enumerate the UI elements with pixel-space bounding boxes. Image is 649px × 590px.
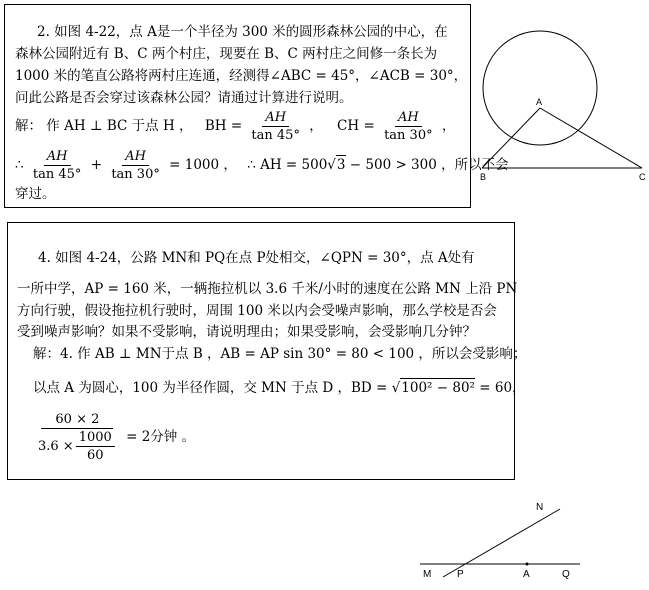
bh-fraction-den: tan 45° xyxy=(251,128,300,143)
problem-2-line-4: 受到噪声影响？如果不受影响，请说明理由；如果受影响，会受影响几分钟？ xyxy=(17,324,476,340)
figure-intersecting-roads xyxy=(415,495,595,590)
equals-1000: = 1000 ， xyxy=(169,157,237,173)
sum-fraction-2-num: AH xyxy=(122,148,149,166)
time-fraction-num: 60 × 2 xyxy=(41,411,113,429)
inner-fraction xyxy=(76,429,115,464)
problem-1-line-2: 森林公园附近有 B、C 两个村庄，现要在 B、C 两村庄之间修一条长为 xyxy=(15,46,438,62)
time-fraction xyxy=(35,411,120,464)
bh-fraction xyxy=(248,109,303,144)
label-b: B xyxy=(480,172,487,182)
inner-fraction-den: 60 xyxy=(86,448,104,463)
ch-fraction-num: AH xyxy=(395,109,422,127)
plus-sign: + xyxy=(90,157,103,173)
road-pn xyxy=(443,509,560,577)
solution-2-line-2: 以点 A 为圆心，100 为半径作圆，交 MN 于点 D ，BD = √100² − 80² = 60， xyxy=(33,380,526,396)
time-fraction-den xyxy=(35,429,120,464)
bh-label: BH = xyxy=(204,118,243,134)
sum-fraction-1-num: AH xyxy=(44,148,71,166)
label-a: A xyxy=(536,97,543,107)
label-q: Q xyxy=(562,569,570,580)
ah-tail: − 500 > 300 ，所以不会 xyxy=(349,157,509,173)
sqrt-3: 3 xyxy=(336,157,346,173)
figure-circle-triangle xyxy=(472,20,649,185)
label-n: N xyxy=(536,502,544,513)
circle-statement: 以点 A 为圆心，100 为半径作圆，交 MN 于点 D ，BD = xyxy=(33,380,388,396)
problem-2-box xyxy=(7,222,527,480)
therefore-symbol: ∴ xyxy=(15,157,24,173)
solution-2-line-3 xyxy=(33,411,195,464)
sum-fraction-2-den: tan 30° xyxy=(111,167,160,182)
problem-1-line-3: 1000 米的笔直公路将两村庄连通，经测得∠ABC = 45°，∠ACB = 30°， xyxy=(15,68,468,84)
solution-1-line-3: 穿过。 xyxy=(15,186,56,202)
problem-1-line-1: 2. 如图 4-22，点 A是一个半径为 300 米的圆形森林公园的中心，在 xyxy=(37,24,448,40)
point-a xyxy=(526,563,529,566)
problem-2-line-1: 4. 如图 4-24，公路 MN和 PQ在点 P处相交，∠QPN = 30°，点 A处有 xyxy=(38,250,475,266)
inner-fraction-num: 1000 xyxy=(76,429,115,447)
solution-1-prefix: 解： 作 AH ⊥ BC 于点 H ， xyxy=(15,118,193,134)
label-m: M xyxy=(423,569,432,580)
comma-1: ， xyxy=(309,118,323,134)
ch-fraction-den: tan 30° xyxy=(384,128,433,143)
circle-result: = 60， xyxy=(479,380,526,396)
label-p: P xyxy=(457,569,464,580)
sum-fraction-1 xyxy=(30,148,85,183)
problem-2-line-3: 方向行驶，假设拖拉机行驶时，周围 100 米以内会受噪声影响，那么学校是否会 xyxy=(17,303,497,319)
time-fraction-den-prefix: 3.6 × xyxy=(38,439,74,454)
ah-equation: ∴ AH = 500 xyxy=(247,157,328,173)
solution-2-line-1: 解：4. 作 AB ⊥ MN于点 B ，AB = AP sin 30° = 80 < 100 ，所以会受影响； xyxy=(33,346,527,362)
problem-1-box xyxy=(4,4,509,208)
segment-ac xyxy=(540,108,642,168)
label-c: C xyxy=(639,172,646,182)
time-result: = 2分钟 。 xyxy=(126,429,196,445)
ch-label: CH = xyxy=(337,118,375,134)
ch-fraction xyxy=(381,109,436,144)
problem-1-line-4: 问此公路是否会穿过该森林公园？请通过计算进行说明。 xyxy=(15,90,353,106)
solution-1-line-2: ∴ $\frac{AH}{\tan 45^\circ}$ + $\frac{AH}{\tan 30^\circ}$ = 1000 ， ∴ AH = 500√3 − 500 > 300 ，所以不会 xyxy=(15,149,509,182)
sum-fraction-2 xyxy=(108,148,163,183)
sum-fraction-1-den: tan 45° xyxy=(32,167,82,182)
comma-2: ， xyxy=(441,118,456,134)
forest-park-circle xyxy=(483,31,597,145)
sqrt-expression: 100² − 80² xyxy=(401,380,475,396)
bh-fraction-num: AH xyxy=(262,109,289,127)
label-a2: A xyxy=(523,569,530,580)
solution-1-line-1 xyxy=(15,109,455,144)
problem-2-line-2: 一所中学，AP = 160 米，一辆拖拉机以 3.6 千米/小时的速度在公路 MN 上沿 PN xyxy=(17,281,518,297)
